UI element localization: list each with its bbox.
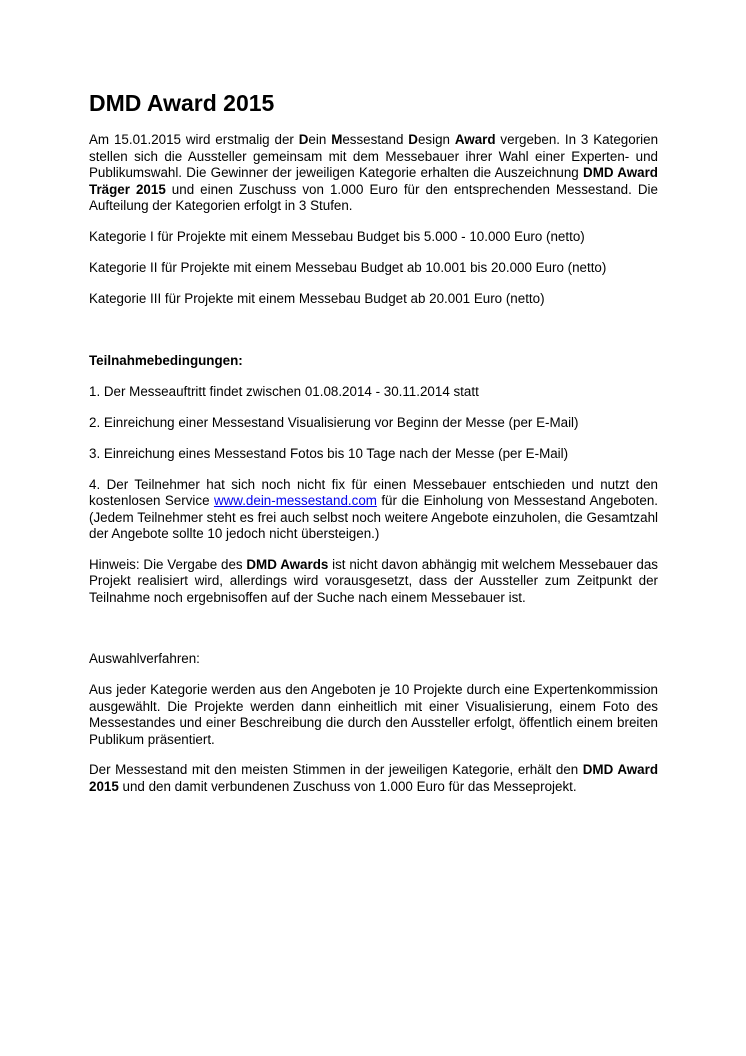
selection-text: und den damit verbundenen Zuschuss von 1.000 Euro für das Messeprojekt. <box>118 778 577 794</box>
condition-item-4 <box>89 477 658 543</box>
condition-item-3: 3. Einreichung eines Messestand Fotos bis 10 Tage nach der Messe (per E-Mail) <box>89 445 569 461</box>
condition-item-1: 1. Der Messeauftritt findet zwischen 01.08.2014 - 30.11.2014 statt <box>89 383 479 399</box>
note-text: ist nicht davon abhängig mit welchem Messebauer das Projekt realisiert wird, allerdings wird vorausgesetzt, dass der Aussteller zum Zeitpunkt der Teilnahme noch ergebnisoffen auf der Suche nach einem Messebauer ist. <box>89 556 658 605</box>
selection-paragraph-1: Aus jeder Kategorie werden aus den Angeboten je 10 Projekte durch eine Expertenkommission ausgewählt. Die Projekte werden dann einheitlich mit einer Visualisierung, einem Foto des Messestandes und einer Beschreibung die durch den Aussteller erfolgt, öffentlich einem breiten Publikum präsentiert. <box>89 682 658 747</box>
condition-item-4-text: für die Einholung von Messestand Angeboten. (Jedem Teilnehmer steht es frei auch selbst noch weitere Angebote einzuholen, die Gesamtzahl der Angebote sollte 10 jedoch nicht übersteigen.) <box>89 493 658 541</box>
selection-text: Der Messestand mit den meisten Stimmen in der jeweiligen Kategorie, erhält den <box>89 762 583 777</box>
intro-bold-d: D <box>298 132 309 147</box>
conditions-heading <box>89 353 658 370</box>
selection-bold: DMD Award 2015 <box>89 762 658 794</box>
document-page <box>89 88 658 809</box>
intro-bold-m: M <box>331 132 343 147</box>
category-3: Kategorie III für Projekte mit einem Messebau Budget ab 20.001 Euro (netto) <box>89 290 545 306</box>
spacer <box>89 322 658 353</box>
spacer <box>89 620 658 651</box>
category-2: Kategorie II für Projekte mit einem Messebau Budget ab 10.001 bis 20.000 Euro (netto) <box>89 259 607 275</box>
intro-bold-award-traeger: DMD Award Träger 2015 <box>89 165 658 197</box>
document-title: DMD Award 2015 <box>89 90 275 116</box>
dein-messestand-link[interactable]: www.dein-messestand.com <box>213 493 377 508</box>
condition-item-4-text: 4. Der Teilnehmer hat sich noch nicht fix für einen Messebauer entschieden und nutzt den kostenlosen Service <box>89 476 658 508</box>
intro-text: vergeben. In 3 Kategorien stellen sich die Aussteller gemeinsam mit dem Messebauer ihrer Wahl einer Experten- und Publikumswahl. Die Gewinner der jeweiligen Kategorie erhalten die Auszeichnung <box>89 132 659 180</box>
intro-bold-award: Award <box>454 132 496 147</box>
intro-paragraph <box>89 132 658 215</box>
intro-text: esign <box>417 132 455 147</box>
conditions-heading-text: Teilnahmebedingungen: <box>89 352 243 368</box>
category-1: Kategorie I für Projekte mit einem Messebau Budget bis 5.000 - 10.000 Euro (netto) <box>89 228 585 244</box>
selection-paragraph-2 <box>89 762 658 795</box>
note-paragraph <box>89 557 658 607</box>
intro-text: Am 15.01.2015 wird erstmalig der <box>89 132 299 147</box>
intro-text: und einen Zuschuss von 1.000 Euro für den entsprechenden Messestand. Die Aufteilung der Kategorien erfolgt in 3 Stufen. <box>89 181 658 213</box>
note-text: Hinweis: Die Vergabe des <box>89 556 247 572</box>
intro-text: ein <box>308 132 332 147</box>
selection-heading: Auswahlverfahren: <box>89 651 200 666</box>
intro-text: essestand <box>342 132 409 147</box>
intro-bold-d: D <box>408 132 418 147</box>
condition-item-2: 2. Einreichung einer Messestand Visualisierung vor Beginn der Messe (per E-Mail) <box>89 414 579 430</box>
note-bold: DMD Awards <box>246 556 329 572</box>
